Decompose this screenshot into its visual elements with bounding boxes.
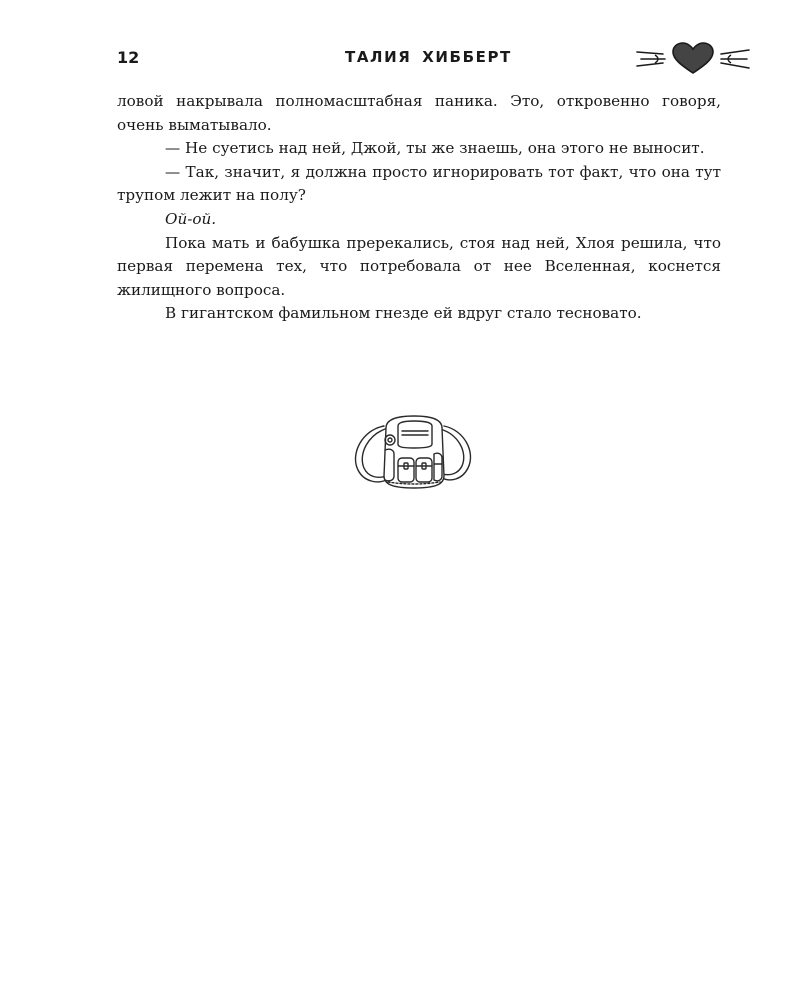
backpack-icon (352, 414, 476, 490)
paragraph-narration: В гигантском фамильном гнезде ей вдруг стало тесновато. (165, 304, 642, 323)
body-text (117, 90, 721, 326)
page-header (117, 46, 750, 76)
paragraph-narration: Пока мать и бабушка пререкались, стоя над ней, Хлоя решила, что первая перемена тех, что потребовала от нее Вселенная, коснется жилищного вопроса. (117, 233, 721, 299)
paragraph-continuation: ловой накрывала полномасштабная паника. Это, откровенно говоря, очень выматывало. (117, 92, 721, 134)
paragraph-dialogue: — Так, значит, я должна просто игнорировать тот факт, что она тут трупом лежит на полу? (117, 162, 721, 205)
paragraph-dialogue: — Не суетись над ней, Джой, ты же знаешь, она этого не выносит. (165, 139, 705, 158)
paragraph-thought: Ой-ой. (165, 209, 217, 228)
running-head-author: ТАЛИЯ ХИББЕРТ (345, 48, 512, 66)
page-number: 12 (117, 48, 140, 67)
heart-with-motion-lines-icon (635, 42, 753, 76)
